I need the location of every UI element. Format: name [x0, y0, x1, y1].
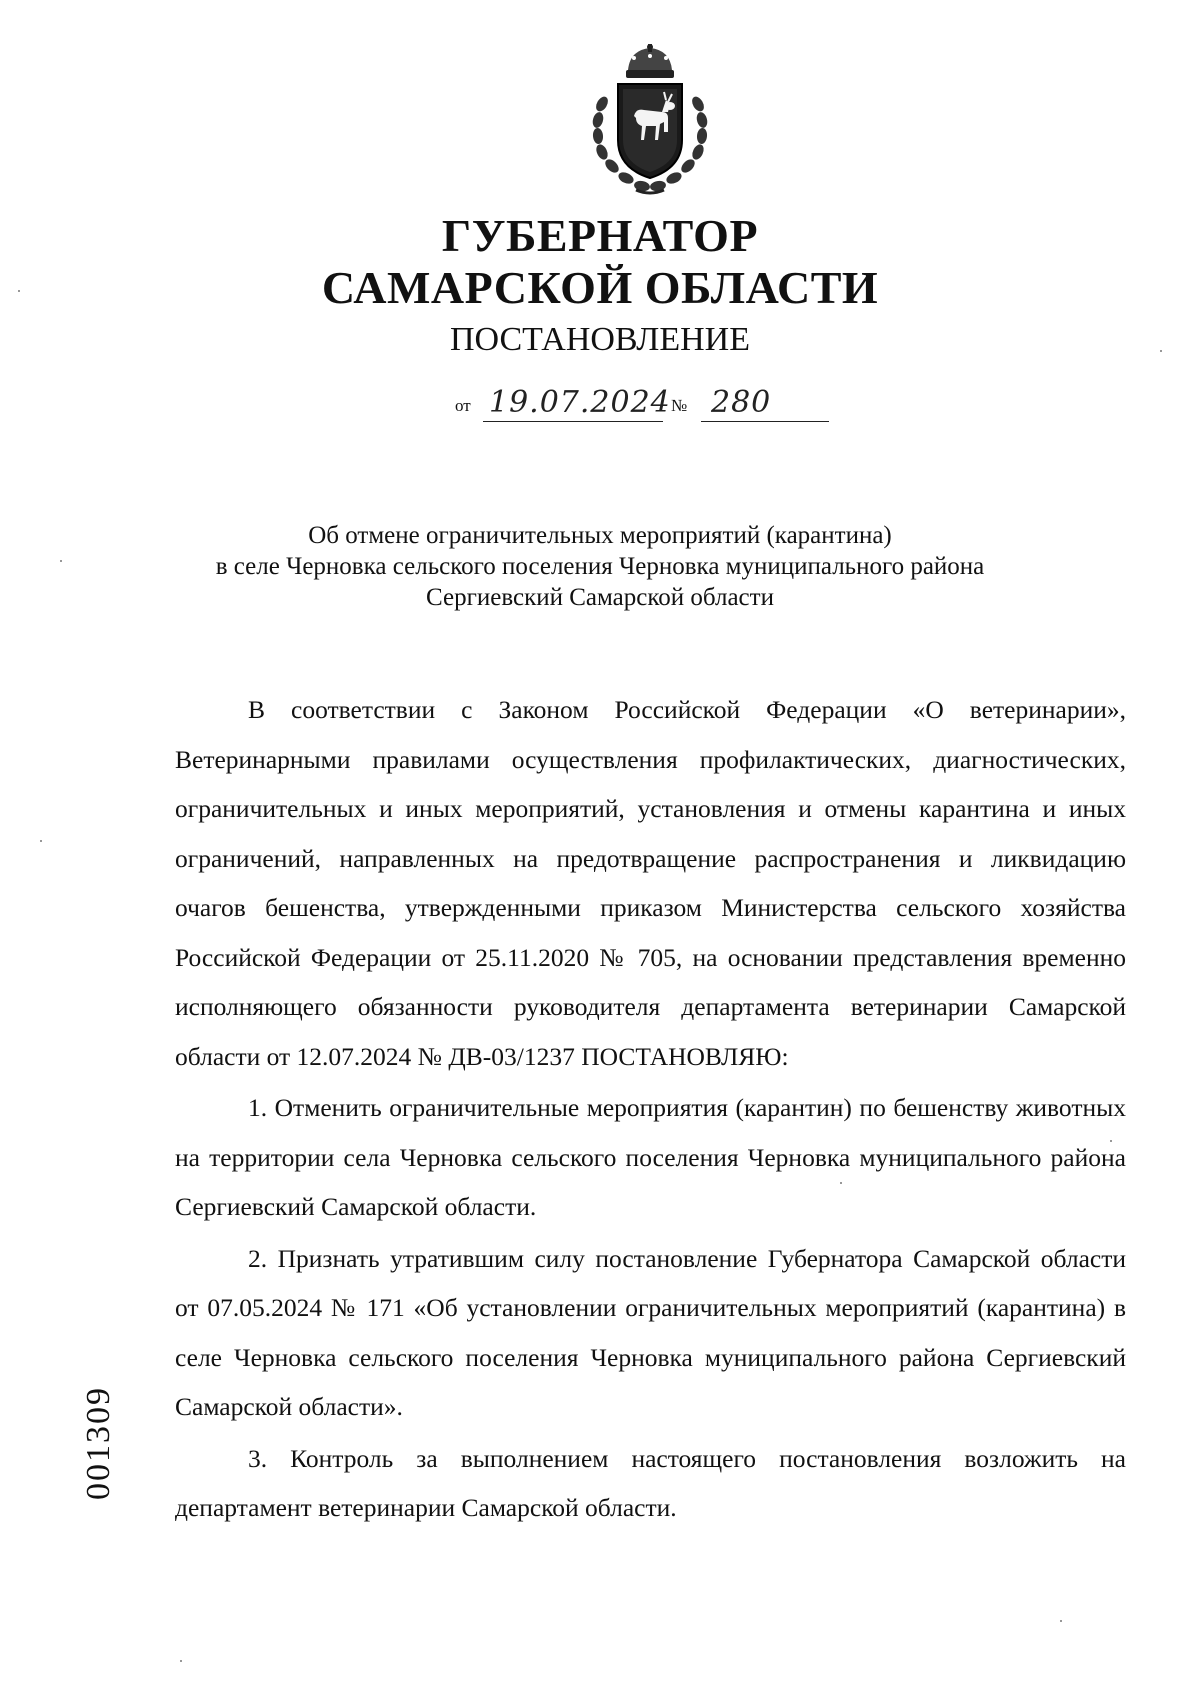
- date-value: 19.07.2024: [489, 385, 671, 420]
- preamble-paragraph: В соответствии с Законом Российской Федерации «О ветеринарии», Ветеринарными правилами осуществления профилактических, диагностических, ограничительных и иных мероприятий, установления и отмены карантина и иных ограничений, направленных на предотвращение распространения и ликвидацию очагов бешенства, утвержденными приказом Министерства сельского хозяйства Российской Федерации от 25.11.2020 № 705, на основании представления временно исполняющего обязанности руководителя департамента ветеринарии Самарской области от 12.07.2024 № ДВ-03/1237 ПОСТАНОВЛЯЮ:: [175, 695, 1126, 1071]
- subject-line: Сергиевский Самарской области: [426, 584, 774, 611]
- samara-coat-of-arms-icon: [586, 44, 714, 196]
- scan-speck: [1060, 1620, 1062, 1622]
- item-paragraph-3: 3. Контроль за выполнением настоящего постановления возложить на департамент ветеринарии Самарской области.: [175, 1443, 1126, 1522]
- subject-line: в селе Черновка сельского поселения Черновка муниципального района: [215, 553, 985, 580]
- date-underline: [483, 421, 663, 422]
- scan-speck: [1110, 1140, 1112, 1142]
- subject-line: Об отмене ограничительных мероприятий (карантина): [308, 522, 892, 549]
- scan-speck: [180, 1660, 182, 1662]
- number-value: 280: [711, 385, 772, 420]
- number-underline: [701, 421, 829, 422]
- scan-speck: [1160, 350, 1162, 352]
- document-type: ПОСТАНОВЛЕНИЕ: [449, 321, 751, 358]
- date-label: от: [455, 396, 471, 415]
- authority-title-line1: ГУБЕРНАТОР: [441, 210, 759, 261]
- sheet-number: 001309: [80, 1386, 117, 1500]
- scan-speck: [840, 1182, 842, 1184]
- authority-title-line2: САМАРСКОЙ ОБЛАСТИ: [321, 262, 879, 313]
- scan-speck: [18, 290, 20, 292]
- item-paragraph-1: 1. Отменить ограничительные мероприятия (карантин) по бешенству животных на территории села Черновка сельского поселения Черновка муниципального района Сергиевский Самарской области.: [175, 1093, 1126, 1221]
- document-subject: [0, 520, 1200, 613]
- document-body: [175, 685, 1126, 1533]
- number-label: №: [671, 396, 688, 415]
- scan-speck: [60, 560, 62, 562]
- item-paragraph-2: 2. Признать утратившим силу постановление Губернатора Самарской области от 07.05.2024 № 171 «Об установлении ограничительных мероприятий (карантина) в селе Черновка сельского поселения Черновка муниципального района Сергиевский Самарской области».: [175, 1243, 1126, 1421]
- scan-speck: [40, 840, 42, 842]
